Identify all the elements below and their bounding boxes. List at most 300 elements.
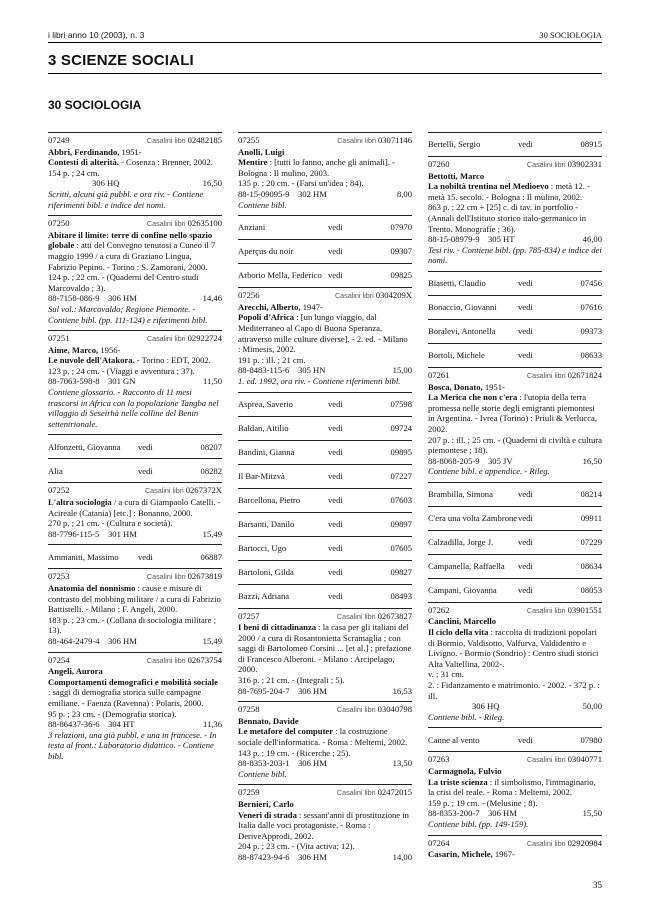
- xref-vedi: vedi: [138, 465, 153, 476]
- xref-vedi: vedi: [518, 537, 533, 548]
- casalini-code: 02472015: [377, 787, 412, 798]
- entry-title: La triste scienza: [428, 776, 488, 787]
- entry-title: La Merica che non c'era: [428, 392, 518, 403]
- xref-name: Calzadilla, Jorge J.: [428, 537, 494, 548]
- catalog-entry: [238, 701, 412, 784]
- casalini-code: 03902331: [567, 159, 602, 169]
- xref-name: Barcellona, Pietro: [238, 494, 301, 505]
- entry-note: 3 relazioni, una già pubbl. e una in francese. - In testa al front.: Laboratorio didattico. - Contiene bibl.: [48, 729, 217, 761]
- cross-reference: [48, 458, 222, 482]
- casalini-label: Casalini libri: [526, 605, 566, 615]
- xref-vedi: vedi: [518, 489, 533, 500]
- entry-imprint: : metà 12. -metà 15. secolo. - Bologna : Il mulino, 2002.: [428, 181, 590, 202]
- cross-reference: [238, 239, 412, 263]
- entry-isbn: 88-15-08979-9: [428, 234, 480, 245]
- entry-isbn: 88-8068-205-9: [428, 455, 480, 466]
- entry-number: 07254: [48, 654, 70, 665]
- entry-number: 07250: [48, 218, 70, 229]
- entry-id-line: [48, 571, 222, 583]
- cross-reference: [428, 506, 602, 530]
- entry-note: 1. ed. 1992, ora riv. - Contiene riferimenti bibl.: [238, 375, 401, 386]
- xref-number: 09911: [580, 513, 602, 524]
- cross-reference: [428, 554, 602, 578]
- entry-note: Contiene bibl. - Rileg.: [428, 711, 505, 722]
- xref-number: 08282: [200, 465, 222, 476]
- entry-number: 07261: [428, 369, 450, 380]
- running-header-right: 30 SOCIOLOGIA: [539, 30, 602, 40]
- catalog-entry: [238, 132, 412, 215]
- entry-class: 306 HM: [108, 293, 137, 304]
- entry-author: Carmagnola, Fulvio: [428, 766, 502, 776]
- xref-name: Bortoli, Michele: [428, 350, 485, 361]
- entry-codes: [428, 456, 602, 467]
- entry-isbn: 88-87423-94-6: [238, 851, 290, 862]
- entry-number: 07255: [238, 135, 260, 145]
- entry-id-line: [428, 754, 602, 766]
- catalog-entry: [238, 608, 412, 702]
- entry-price: 8,00: [396, 188, 412, 199]
- xref-vedi: vedi: [328, 542, 343, 553]
- xref-number: 08214: [580, 489, 602, 500]
- entry-class: 304 HT: [108, 719, 135, 730]
- xref-vedi: vedi: [518, 278, 533, 289]
- xref-number: 07605: [390, 542, 412, 553]
- cross-reference: [428, 482, 602, 506]
- casalini-code: 02671824: [567, 369, 602, 380]
- xref-name: Alia: [48, 465, 63, 476]
- xref-name: Boralevi, Antonella: [428, 326, 496, 337]
- cross-reference: [238, 416, 412, 440]
- entry-title-block: [238, 157, 412, 178]
- entry-id-line: [48, 333, 222, 345]
- entry-physical: 207 p. : ill. ; 25 cm. - (Quaderni di civiltà e cultura piemontese ; 18).: [428, 434, 602, 456]
- cross-reference: [428, 578, 602, 602]
- entry-isbn: 88-7158-086-9: [48, 293, 100, 304]
- xref-vedi: vedi: [328, 518, 343, 529]
- entry-author: Bennato, Davide: [238, 715, 299, 726]
- casalini-code: 03901551: [567, 604, 602, 615]
- entry-id-line: [428, 159, 602, 171]
- xref-vedi: vedi: [328, 446, 343, 457]
- entry-note: Contiene bibl.: [238, 199, 287, 210]
- section-rule: [48, 73, 602, 74]
- casalini-id: [147, 655, 222, 667]
- entry-physical: 191 p. : ill. ; 21 cm.: [238, 354, 306, 365]
- entry-id-line: [238, 290, 412, 302]
- section-title: 3 SCIENZE SOCIALI: [48, 52, 194, 69]
- cross-reference: [428, 271, 602, 295]
- casalini-label: Casalini libri: [526, 160, 566, 169]
- xref-name: Anziani: [238, 222, 266, 233]
- xref-vedi: vedi: [518, 561, 533, 572]
- entry-physical: 270 p. ; 21 cm. - (Cultura e società).: [48, 518, 173, 529]
- entry-title: Mentire: [238, 157, 268, 168]
- xref-number: 09307: [390, 246, 412, 257]
- entry-physical: 123 p. ; 24 cm. - (Viaggi e avventura ; 37).: [48, 365, 195, 376]
- entry-physical: 95 p. ; 23 cm. - (Demografia storica).: [48, 708, 177, 719]
- entry-isbn: 88-7063-598-8: [48, 376, 100, 387]
- cross-reference: [238, 440, 412, 464]
- entry-physical: 124 p. ; 22 cm. - (Quaderni del Centro studi Marcovaldo ; 3).: [48, 272, 199, 293]
- entry-author: Bosca, Donato,: [428, 381, 483, 392]
- column-2: [238, 132, 412, 868]
- catalog-entry: [428, 602, 602, 728]
- entry-imprint: : atti del Convegno tenutosi a Cuneo il 7 maggio 1999 / a cura di Graziano Lingua, Fabrizio Pepino. - Torino : S. Zamorani, 2000.: [48, 240, 216, 272]
- entry-price: 16,50: [582, 455, 602, 466]
- casalini-label: Casalini libri: [526, 838, 566, 848]
- casalini-label: Casalini libri: [336, 611, 376, 621]
- entry-physical: 183 p. ; 23 cm. - (Collana di sociologia militare ; 13).: [48, 614, 217, 636]
- casalini-code: 02482185: [187, 135, 222, 145]
- catalog-entry: [48, 215, 222, 330]
- entry-title-block: [238, 810, 412, 842]
- casalini-label: Casalini libri: [336, 788, 376, 798]
- entry-author: Bernieri, Carlo: [238, 799, 294, 809]
- entry-author: Arecchi, Alberto,: [238, 301, 301, 312]
- entry-imprint: : raccolta di tradizioni popolari di Bormio, Valdisotto, Valfurva, Valdidentro e Livigno. - Bormio (Sondrio) : Centro studi storici Alta Valtellina, 2002-.: [428, 627, 599, 669]
- xref-vedi: vedi: [518, 585, 533, 596]
- entry-author: Canclini, Marcello: [428, 616, 497, 627]
- xref-vedi: vedi: [518, 302, 533, 313]
- casalini-label: Casalini libri: [526, 370, 566, 380]
- entry-title: Abitare il limite: terre di confine nello spazio globale: [48, 229, 213, 251]
- entry-physical: 154 p. ; 24 cm.: [48, 167, 100, 178]
- xref-vedi: vedi: [518, 734, 533, 745]
- catalog-entry: [48, 330, 222, 434]
- xref-vedi: vedi: [518, 326, 533, 337]
- entry-author-line: [238, 147, 412, 158]
- entry-physical: 204 p. ; 23 cm. - (Vita activa; 12).: [238, 841, 355, 852]
- entry-isbn: 88-15-09095-9: [238, 188, 290, 199]
- entry-class: 306 HQ: [472, 701, 500, 712]
- entry-number: 07259: [238, 787, 260, 798]
- cross-reference: [238, 263, 412, 287]
- casalini-id: [527, 159, 602, 171]
- entry-title: Il ciclo della vita: [428, 627, 489, 638]
- entry-number: 07262: [428, 604, 450, 615]
- xref-number: 07229: [580, 537, 602, 548]
- entry-author-line: [428, 766, 602, 777]
- entry-physical: 143 p. ; 19 cm. - (Ricerche ; 25).: [238, 747, 351, 758]
- casalini-label: Casalini libri: [146, 219, 186, 229]
- cross-reference: [238, 488, 412, 512]
- entry-price: 13,50: [392, 758, 412, 769]
- entry-number: 07258: [238, 704, 260, 715]
- entry-codes: [48, 719, 222, 730]
- xref-name: Biasetti, Claudio: [428, 278, 486, 289]
- casalini-id: [147, 218, 222, 230]
- entry-imprint: - Cosenza : Brenner, 2002.: [118, 157, 213, 168]
- entry-title-block: [238, 312, 412, 354]
- casalini-code: 02673819: [187, 571, 222, 582]
- entry-author: Angeli, Aurora: [48, 666, 103, 677]
- casalini-id: [527, 838, 602, 850]
- entry-imprint: - Torino : EDT, 2002.: [134, 355, 211, 366]
- xref-number: 07603: [390, 494, 412, 505]
- entry-title: I beni di cittadinanza: [238, 622, 317, 633]
- entry-class: 306 HM: [108, 635, 137, 646]
- xref-number: 07227: [390, 470, 412, 481]
- entry-id-line: [238, 611, 412, 623]
- xref-vedi: vedi: [328, 470, 343, 481]
- column-1: [48, 132, 222, 767]
- xref-number: 08634: [580, 561, 602, 572]
- entry-codes: [48, 293, 222, 304]
- entry-number: 07252: [48, 485, 70, 496]
- entry-codes: [48, 376, 222, 387]
- cross-reference: [428, 343, 602, 367]
- entry-price: 16,50: [202, 178, 222, 189]
- entry-number: 07257: [238, 610, 260, 621]
- xref-number: 09825: [390, 270, 412, 281]
- casalini-code: 02635100: [187, 218, 222, 229]
- catalog-entry: [48, 652, 222, 767]
- entry-title: Contesti di alterità.: [48, 157, 119, 168]
- xref-vedi: vedi: [138, 441, 153, 452]
- entry-title: Anatomia del nonnismo: [48, 583, 136, 593]
- entry-title-block: [428, 777, 602, 798]
- entry-class: 306 HM: [298, 851, 327, 862]
- catalog-entry: [48, 132, 222, 215]
- entry-class: 306 HM: [298, 685, 327, 696]
- entry-id-line: [48, 135, 222, 147]
- entry-id-line: [428, 605, 602, 617]
- entry-author: Bettotti, Marco: [428, 170, 485, 181]
- author-dates: 1956-: [98, 344, 121, 355]
- xref-number: 08493: [390, 590, 412, 601]
- xref-number: 08633: [580, 350, 602, 361]
- casalini-id: [337, 704, 412, 716]
- xref-name: Asprea, Saverio: [238, 398, 293, 409]
- xref-name: Aperçus du noir: [238, 246, 294, 257]
- cross-reference: [238, 512, 412, 536]
- entry-title: Popoli d'Africa: [238, 312, 295, 323]
- xref-name: Ammaniti, Massimo: [48, 551, 119, 562]
- xref-number: 09897: [390, 518, 412, 529]
- cross-reference: [238, 560, 412, 584]
- xref-vedi: vedi: [328, 494, 343, 505]
- entry-codes: [428, 808, 602, 819]
- xref-name: Campanella, Raffaella: [428, 561, 505, 572]
- entry-author-line: [238, 799, 412, 810]
- cross-reference: [238, 215, 412, 239]
- entry-note: Scritti, alcuni già pubbl. e ora riv. - Contiene riferimenti bibl. e indice dei nomi.: [48, 188, 204, 210]
- entry-title-block: [48, 157, 222, 168]
- entry-price: 15,00: [392, 365, 412, 376]
- cross-reference: [428, 132, 602, 156]
- casalini-id: [335, 290, 412, 302]
- cross-reference: [48, 434, 222, 458]
- entry-isbn: 88-7796-115-5: [48, 528, 100, 539]
- entry-id-line: [48, 655, 222, 667]
- xref-number: 09373: [580, 326, 602, 337]
- entry-physical: 863 p. ; 22 cm + [25] c. di tav. in portfolio - (Annali dell'Istituto storico italo-germanico in Trento. Monografie ; 36).: [428, 202, 587, 234]
- entry-author-line: [238, 716, 412, 727]
- page-number: 35: [593, 880, 602, 890]
- entry-number: 07256: [238, 290, 260, 301]
- xref-vedi: vedi: [518, 513, 533, 524]
- xref-number: 09827: [390, 566, 412, 577]
- casalini-id: [147, 135, 222, 147]
- entry-class: 306 HM: [298, 758, 327, 769]
- casalini-label: Casalini libri: [146, 572, 186, 582]
- running-header-left: i libri anno 10 (2003), n. 3: [48, 30, 145, 40]
- entry-codes: [238, 758, 412, 769]
- entry-author-line: [428, 849, 602, 860]
- author-dates: 1947-: [300, 301, 323, 312]
- catalog-entry: [48, 482, 222, 544]
- entry-author: Aime, Marco,: [48, 344, 99, 355]
- casalini-code: 03071146: [377, 135, 412, 145]
- entry-physical: v. ; 31 cm. 2. : Fidanzamento e matrimonio. - 2002. - 372 p. : ill.: [428, 669, 600, 701]
- entry-note: Contiene glossario. - Racconto di 11 mesi trascorsi in Africa con la popolazione Tangba nel villaggio di Seseirhà nelle colline del Benin settentrionale.: [48, 387, 219, 429]
- entry-codes: [428, 234, 602, 245]
- xref-name: Barsanti, Danilo: [238, 518, 295, 529]
- casalini-label: Casalini libri: [526, 755, 566, 765]
- xref-name: Canne al vento: [428, 734, 480, 745]
- entry-id-line: [238, 787, 412, 799]
- casalini-label: Casalini libri: [334, 291, 374, 301]
- entry-title: La nobiltà trentina nel Medioevo: [428, 181, 549, 192]
- entry-codes: [428, 701, 602, 712]
- entry-author-line: [428, 382, 602, 393]
- entry-author-line: [428, 616, 602, 627]
- entry-physical: 316 p. ; 21 cm. - (Integrali ; 5).: [238, 675, 345, 686]
- casalini-code: 02673754: [187, 654, 222, 665]
- entry-number: 07251: [48, 333, 70, 344]
- catalog-entry: [48, 568, 222, 651]
- xref-number: 07616: [580, 302, 602, 313]
- xref-number: 06887: [200, 551, 222, 562]
- entry-isbn: 88-7695-204-7: [238, 685, 290, 696]
- entry-price: 15,50: [582, 808, 602, 819]
- xref-name: Bandini, Gianna: [238, 446, 295, 457]
- xref-number: 07456: [580, 278, 602, 289]
- xref-name: Arborio Mella, Federico: [238, 270, 322, 281]
- entry-imprint: : [un lungo viaggio, dal Mediterraneo al Capo di Buona Speranza, attraverso mille culture diverse]. - 2. ed. - Milano : Mimesis, 2002.: [238, 312, 408, 355]
- entry-author-line: [48, 666, 222, 677]
- entry-number: 07253: [48, 571, 70, 582]
- author-dates: 1951-: [119, 146, 142, 157]
- entry-title-block: [428, 627, 602, 669]
- entry-imprint: : sessant'anni di prostituzione in Italia dalle voci protagoniste. - Roma : DeriveApprodi, 2002.: [238, 809, 409, 841]
- entry-class: 306 HM: [488, 808, 517, 819]
- xref-vedi: vedi: [328, 590, 343, 601]
- catalog-entry: [238, 784, 412, 867]
- catalog-entry: [428, 835, 602, 865]
- entry-codes: [238, 686, 412, 697]
- entry-price: 15,49: [202, 528, 222, 539]
- entry-price: 46,00: [582, 234, 602, 245]
- entry-note: Tesi riv. - Contiene bibl. (pp. 785-834) e indice dei nomi.: [428, 244, 602, 266]
- casalini-id: [147, 333, 222, 345]
- entry-class: 306 HQ: [92, 178, 120, 189]
- entry-price: 16,53: [392, 685, 412, 696]
- casalini-code: 0267372X: [185, 485, 222, 496]
- subsection-title: 30 SOCIOLOGIA: [48, 98, 142, 112]
- author-dates: 1967-: [492, 849, 515, 860]
- xref-name: Bonaccio, Giovanni: [428, 302, 497, 313]
- xref-name: Il Bar-Mitzvà: [238, 470, 285, 481]
- xref-vedi: vedi: [328, 422, 343, 433]
- entry-isbn: 88-86437-36-6: [48, 719, 100, 730]
- entry-id-line: [428, 838, 602, 850]
- xref-name: Baldan, Attilio: [238, 422, 289, 433]
- xref-number: 09724: [390, 422, 412, 433]
- xref-number: 08207: [200, 441, 222, 452]
- xref-name: Alfonzetti, Giovanna: [48, 441, 121, 452]
- casalini-code: 02922724: [187, 333, 222, 344]
- entry-imprint: : l'utopia della terra promessa nelle storie degli emigranti piemontesi in Argentina. - Ivrea (Torino) : Priuli & Verlucca, 2002.: [428, 392, 597, 434]
- column-3: [428, 132, 602, 865]
- entry-imprint: : la casa per gli italiani del 2000 / a cura di Rosantonietta Scramaglia ; con saggi di Bartolomeo Corsini ... [et al.] ; prefazione di Francesco Alberoni. - Milano : Arcipelago, 2000.: [238, 622, 412, 675]
- cross-reference: [238, 536, 412, 560]
- entry-class: 302 HM: [298, 188, 327, 199]
- entry-id-line: [48, 218, 222, 230]
- casalini-label: Casalini libri: [144, 486, 184, 496]
- entry-imprint: : [tutti lo fanno, anche gli animali]. - Bologna : Il mulino, 2003.: [238, 157, 395, 178]
- xref-number: 08915: [580, 139, 602, 150]
- entry-title: Le metafore del computer: [238, 726, 334, 737]
- catalog-entry: [238, 287, 412, 391]
- casalini-id: [145, 485, 222, 497]
- xref-name: Bertelli, Sergio: [428, 139, 481, 150]
- entry-codes: [48, 636, 222, 647]
- xref-vedi: vedi: [518, 350, 533, 361]
- casalini-label: Casalini libri: [337, 136, 376, 145]
- entry-title-block: [238, 622, 412, 675]
- entry-title-block: [48, 355, 222, 366]
- entry-physical: 135 p. ; 20 cm. - (Farsi un'idea ; 84).: [238, 178, 364, 189]
- entry-class: 301 GN: [108, 376, 136, 387]
- entry-class: 305 HT: [488, 234, 515, 245]
- entry-price: 14,00: [392, 851, 412, 862]
- xref-vedi: vedi: [328, 222, 343, 233]
- cross-reference: [428, 727, 602, 751]
- entry-author-line: [48, 147, 222, 158]
- xref-vedi: vedi: [328, 566, 343, 577]
- entry-imprint: / a cura di Giampaolo Catelli. - Acireale (Catania) [etc.] : Bonanno, 2000.: [48, 497, 221, 518]
- entry-author: Anolli, Luigi: [238, 146, 285, 157]
- entry-note: Contiene bibl.: [238, 768, 287, 779]
- entry-note: Contiene bibl. e appendice. - Rileg.: [428, 466, 550, 477]
- xref-name: Brambilla, Simona: [428, 489, 493, 500]
- xref-name: C'era una volta Zambrone: [428, 513, 518, 524]
- entry-class: 305 HN: [298, 365, 326, 376]
- entry-note: Contiene bibl. (pp. 149-159).: [428, 818, 529, 829]
- xref-name: Bazzi, Adriana: [238, 590, 290, 601]
- casalini-code: 02920984: [567, 837, 602, 848]
- entry-class: 305 JV: [488, 455, 513, 466]
- casalini-id: [337, 611, 412, 623]
- casalini-id: [147, 571, 222, 583]
- entry-author: Abbri, Ferdinando,: [48, 146, 120, 157]
- xref-number: 07970: [390, 222, 412, 233]
- cross-reference: [238, 464, 412, 488]
- casalini-label: Casalini libri: [336, 705, 376, 715]
- entry-author-line: [428, 171, 602, 182]
- entry-note: Sul vol.: Marcovaldo; Regione Piemonte. - Contiene bibl. (pp. 111-124) e riferimenti bibl.: [48, 303, 208, 325]
- xref-vedi: vedi: [328, 270, 343, 281]
- entry-title: Veneri di strada: [238, 809, 297, 820]
- entry-price: 14,46: [202, 293, 222, 304]
- xref-name: Campani, Giovanna: [428, 585, 497, 596]
- entry-codes: [238, 189, 412, 200]
- cross-reference: [428, 530, 602, 554]
- entry-isbn: 88-8483-115-6: [238, 365, 290, 376]
- entry-id-line: [428, 370, 602, 382]
- author-dates: 1951-: [482, 381, 505, 392]
